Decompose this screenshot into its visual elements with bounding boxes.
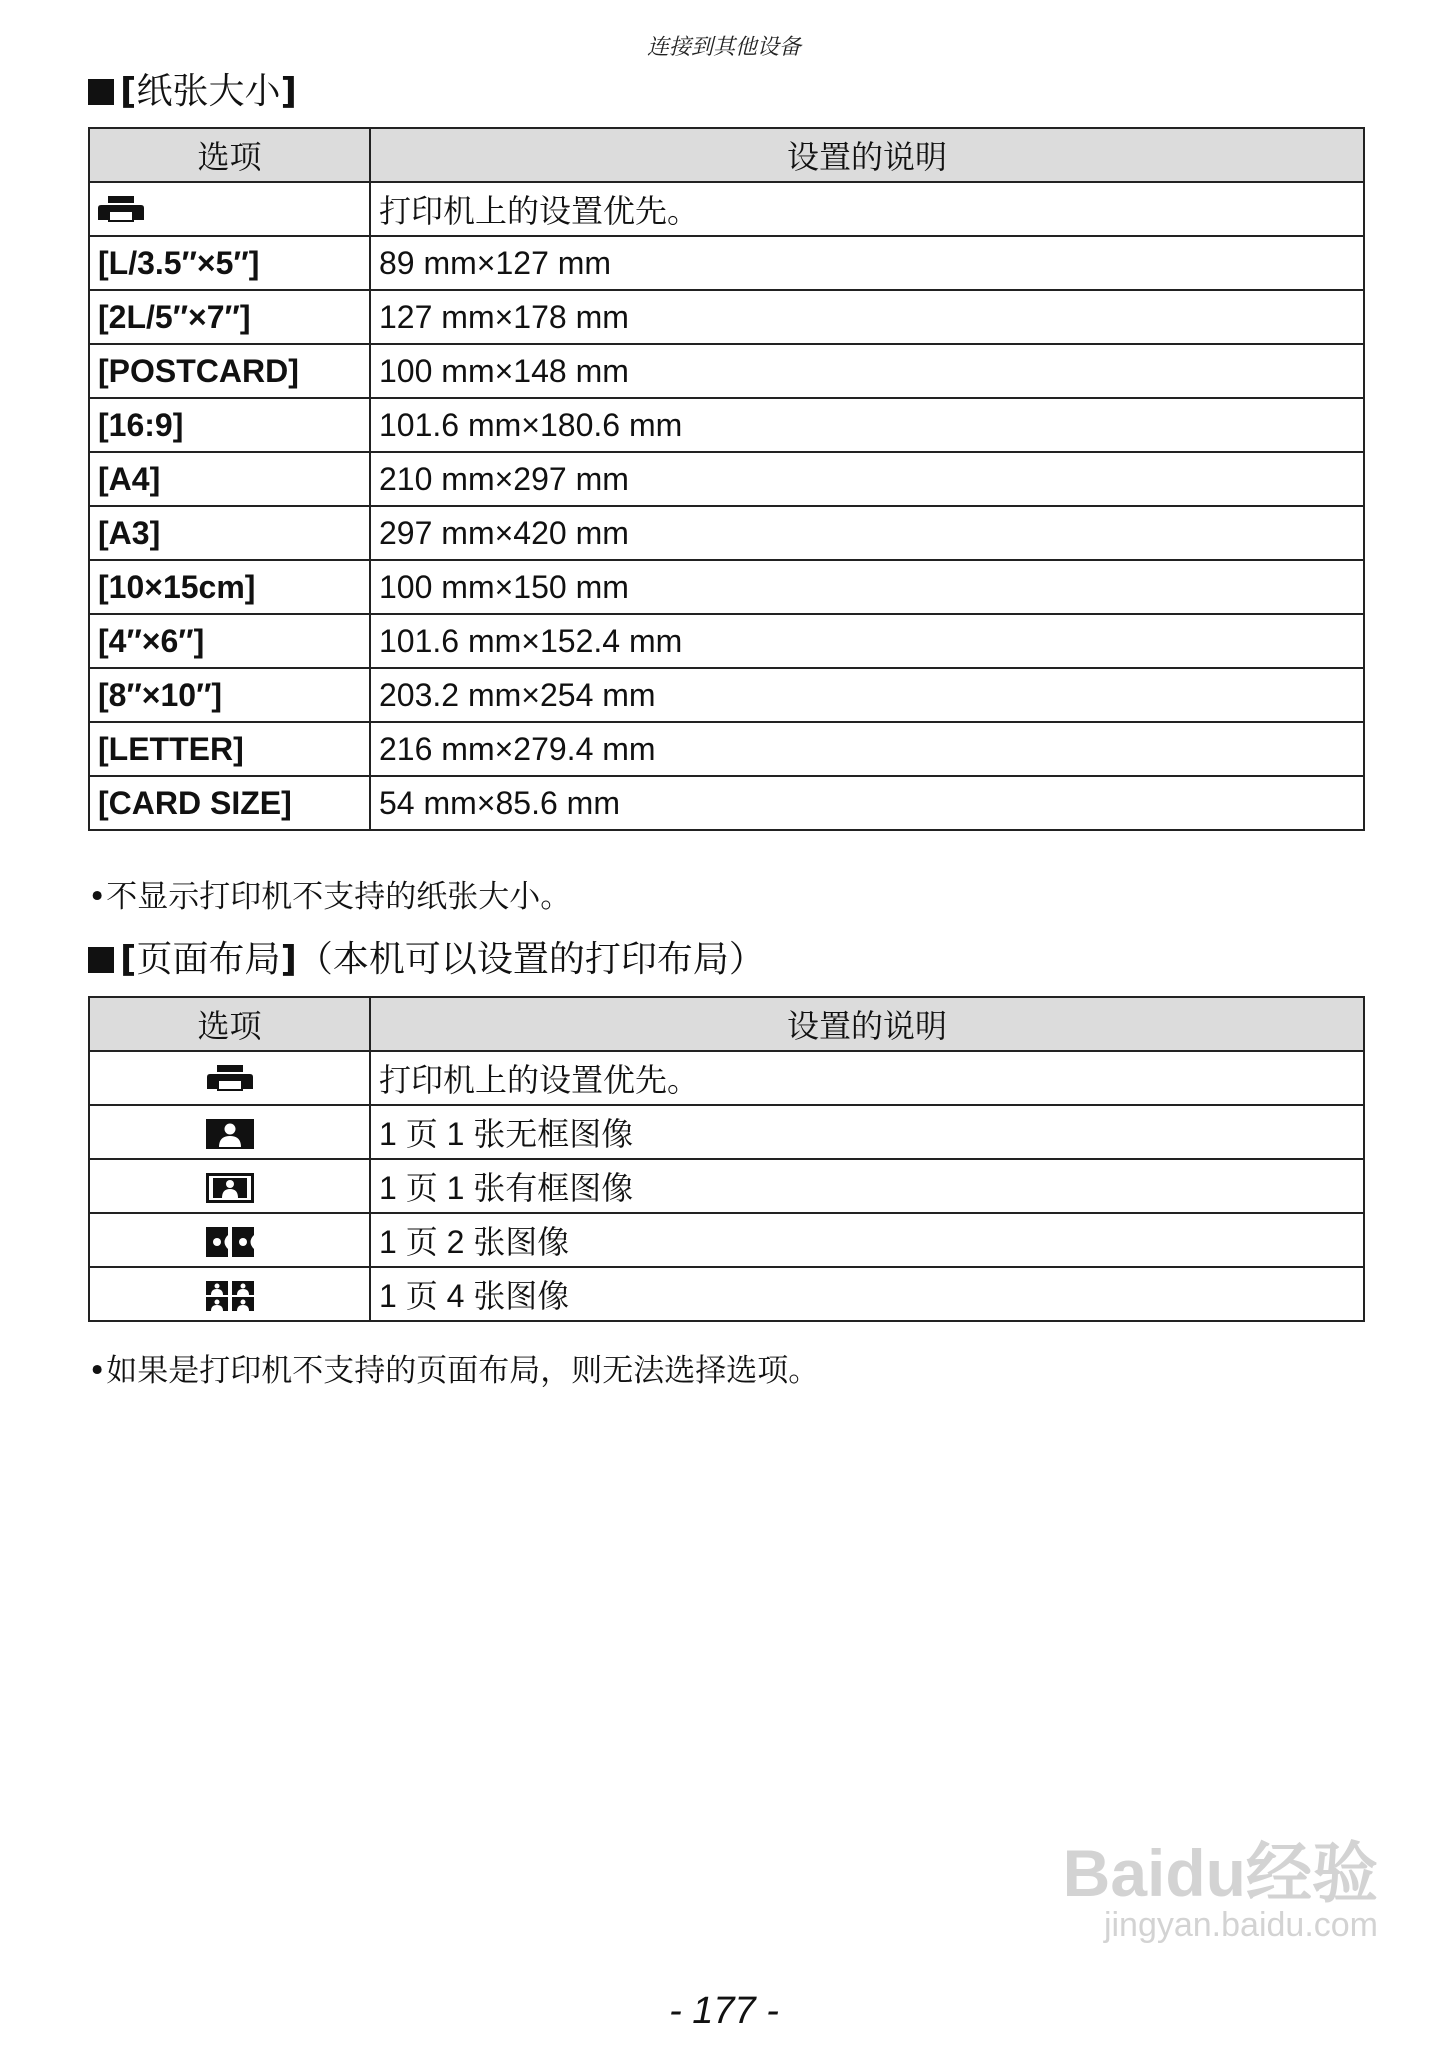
table-row bbox=[89, 1213, 1364, 1267]
section-title-text: 页面布局 bbox=[136, 939, 281, 980]
table-row bbox=[89, 614, 1364, 668]
printer-icon bbox=[207, 1065, 253, 1095]
description-cell: 1 页 1 张无框图像 bbox=[370, 1105, 1364, 1159]
layout-1-bordered-icon bbox=[206, 1173, 254, 1203]
section-title-paper-size: [纸张大小] bbox=[88, 70, 297, 114]
table-row bbox=[89, 668, 1364, 722]
table-row bbox=[89, 182, 1364, 236]
table-row bbox=[89, 1267, 1364, 1321]
page-layout-table bbox=[88, 996, 1365, 1322]
description-cell: 100 mm×148 mm bbox=[370, 344, 1364, 398]
table-row bbox=[89, 1105, 1364, 1159]
option-cell: [4″×6″] bbox=[89, 614, 370, 668]
table-row bbox=[89, 398, 1364, 452]
description-cell: 101.6 mm×152.4 mm bbox=[370, 614, 1364, 668]
column-header-description: 设置的说明 bbox=[370, 128, 1364, 182]
watermark-logo: Baidu经验 bbox=[1062, 1836, 1378, 1910]
page-layout-note: •如果是打印机不支持的页面布局，则无法选择选项。 bbox=[88, 1353, 820, 1389]
table-row bbox=[89, 560, 1364, 614]
table-row bbox=[89, 236, 1364, 290]
description-cell: 打印机上的设置优先。 bbox=[370, 182, 1364, 236]
table-row bbox=[89, 722, 1364, 776]
option-cell bbox=[89, 1159, 370, 1213]
option-cell: [8″×10″] bbox=[89, 668, 370, 722]
layout-1-borderless-icon bbox=[206, 1119, 254, 1149]
table-row bbox=[89, 452, 1364, 506]
layout-4-up-icon bbox=[206, 1281, 254, 1311]
option-cell bbox=[89, 1267, 370, 1321]
table-row bbox=[89, 290, 1364, 344]
description-cell: 127 mm×178 mm bbox=[370, 290, 1364, 344]
square-bullet-icon bbox=[88, 947, 114, 973]
option-cell bbox=[89, 182, 370, 236]
table-row bbox=[89, 506, 1364, 560]
option-cell: [A4] bbox=[89, 452, 370, 506]
table-row bbox=[89, 344, 1364, 398]
option-cell: [16:9] bbox=[89, 398, 370, 452]
description-cell: 216 mm×279.4 mm bbox=[370, 722, 1364, 776]
option-cell: [L/3.5″×5″] bbox=[89, 236, 370, 290]
option-cell bbox=[89, 1213, 370, 1267]
option-cell bbox=[89, 1105, 370, 1159]
section-subtitle: （本机可以设置的打印布局） bbox=[296, 939, 765, 980]
option-cell bbox=[89, 1051, 370, 1105]
option-cell: [2L/5″×7″] bbox=[89, 290, 370, 344]
table-row bbox=[89, 1051, 1364, 1105]
column-header-option: 选项 bbox=[89, 997, 370, 1051]
watermark-url: jingyan.baidu.com bbox=[1103, 1906, 1378, 1944]
description-cell: 203.2 mm×254 mm bbox=[370, 668, 1364, 722]
option-cell: [A3] bbox=[89, 506, 370, 560]
description-cell: 1 页 4 张图像 bbox=[370, 1267, 1364, 1321]
column-header-option: 选项 bbox=[89, 128, 370, 182]
description-cell: 1 页 2 张图像 bbox=[370, 1213, 1364, 1267]
table-row bbox=[89, 776, 1364, 830]
option-cell: [10×15cm] bbox=[89, 560, 370, 614]
paper-size-note: •不显示打印机不支持的纸张大小。 bbox=[88, 879, 572, 915]
column-header-description: 设置的说明 bbox=[370, 997, 1364, 1051]
description-cell: 210 mm×297 mm bbox=[370, 452, 1364, 506]
description-cell: 100 mm×150 mm bbox=[370, 560, 1364, 614]
table-row bbox=[89, 1159, 1364, 1213]
description-cell: 打印机上的设置优先。 bbox=[370, 1051, 1364, 1105]
section-title-text: 纸张大小 bbox=[136, 71, 281, 112]
section-title-page-layout: [页面布局]（本机可以设置的打印布局） bbox=[88, 938, 765, 982]
square-bullet-icon bbox=[88, 79, 114, 105]
description-cell: 1 页 1 张有框图像 bbox=[370, 1159, 1364, 1213]
table-header-row bbox=[89, 128, 1364, 182]
baidu-watermark bbox=[1062, 1836, 1378, 1945]
description-cell: 101.6 mm×180.6 mm bbox=[370, 398, 1364, 452]
running-header: 连接到其他设备 bbox=[646, 35, 801, 60]
description-cell: 89 mm×127 mm bbox=[370, 236, 1364, 290]
option-cell: [LETTER] bbox=[89, 722, 370, 776]
option-cell: [POSTCARD] bbox=[89, 344, 370, 398]
paper-size-table bbox=[88, 127, 1365, 831]
layout-2-up-icon bbox=[206, 1227, 254, 1257]
printer-icon bbox=[98, 196, 144, 226]
option-cell: [CARD SIZE] bbox=[89, 776, 370, 830]
page-number: - 177 - bbox=[669, 1990, 779, 2032]
table-header-row bbox=[89, 997, 1364, 1051]
description-cell: 297 mm×420 mm bbox=[370, 506, 1364, 560]
description-cell: 54 mm×85.6 mm bbox=[370, 776, 1364, 830]
